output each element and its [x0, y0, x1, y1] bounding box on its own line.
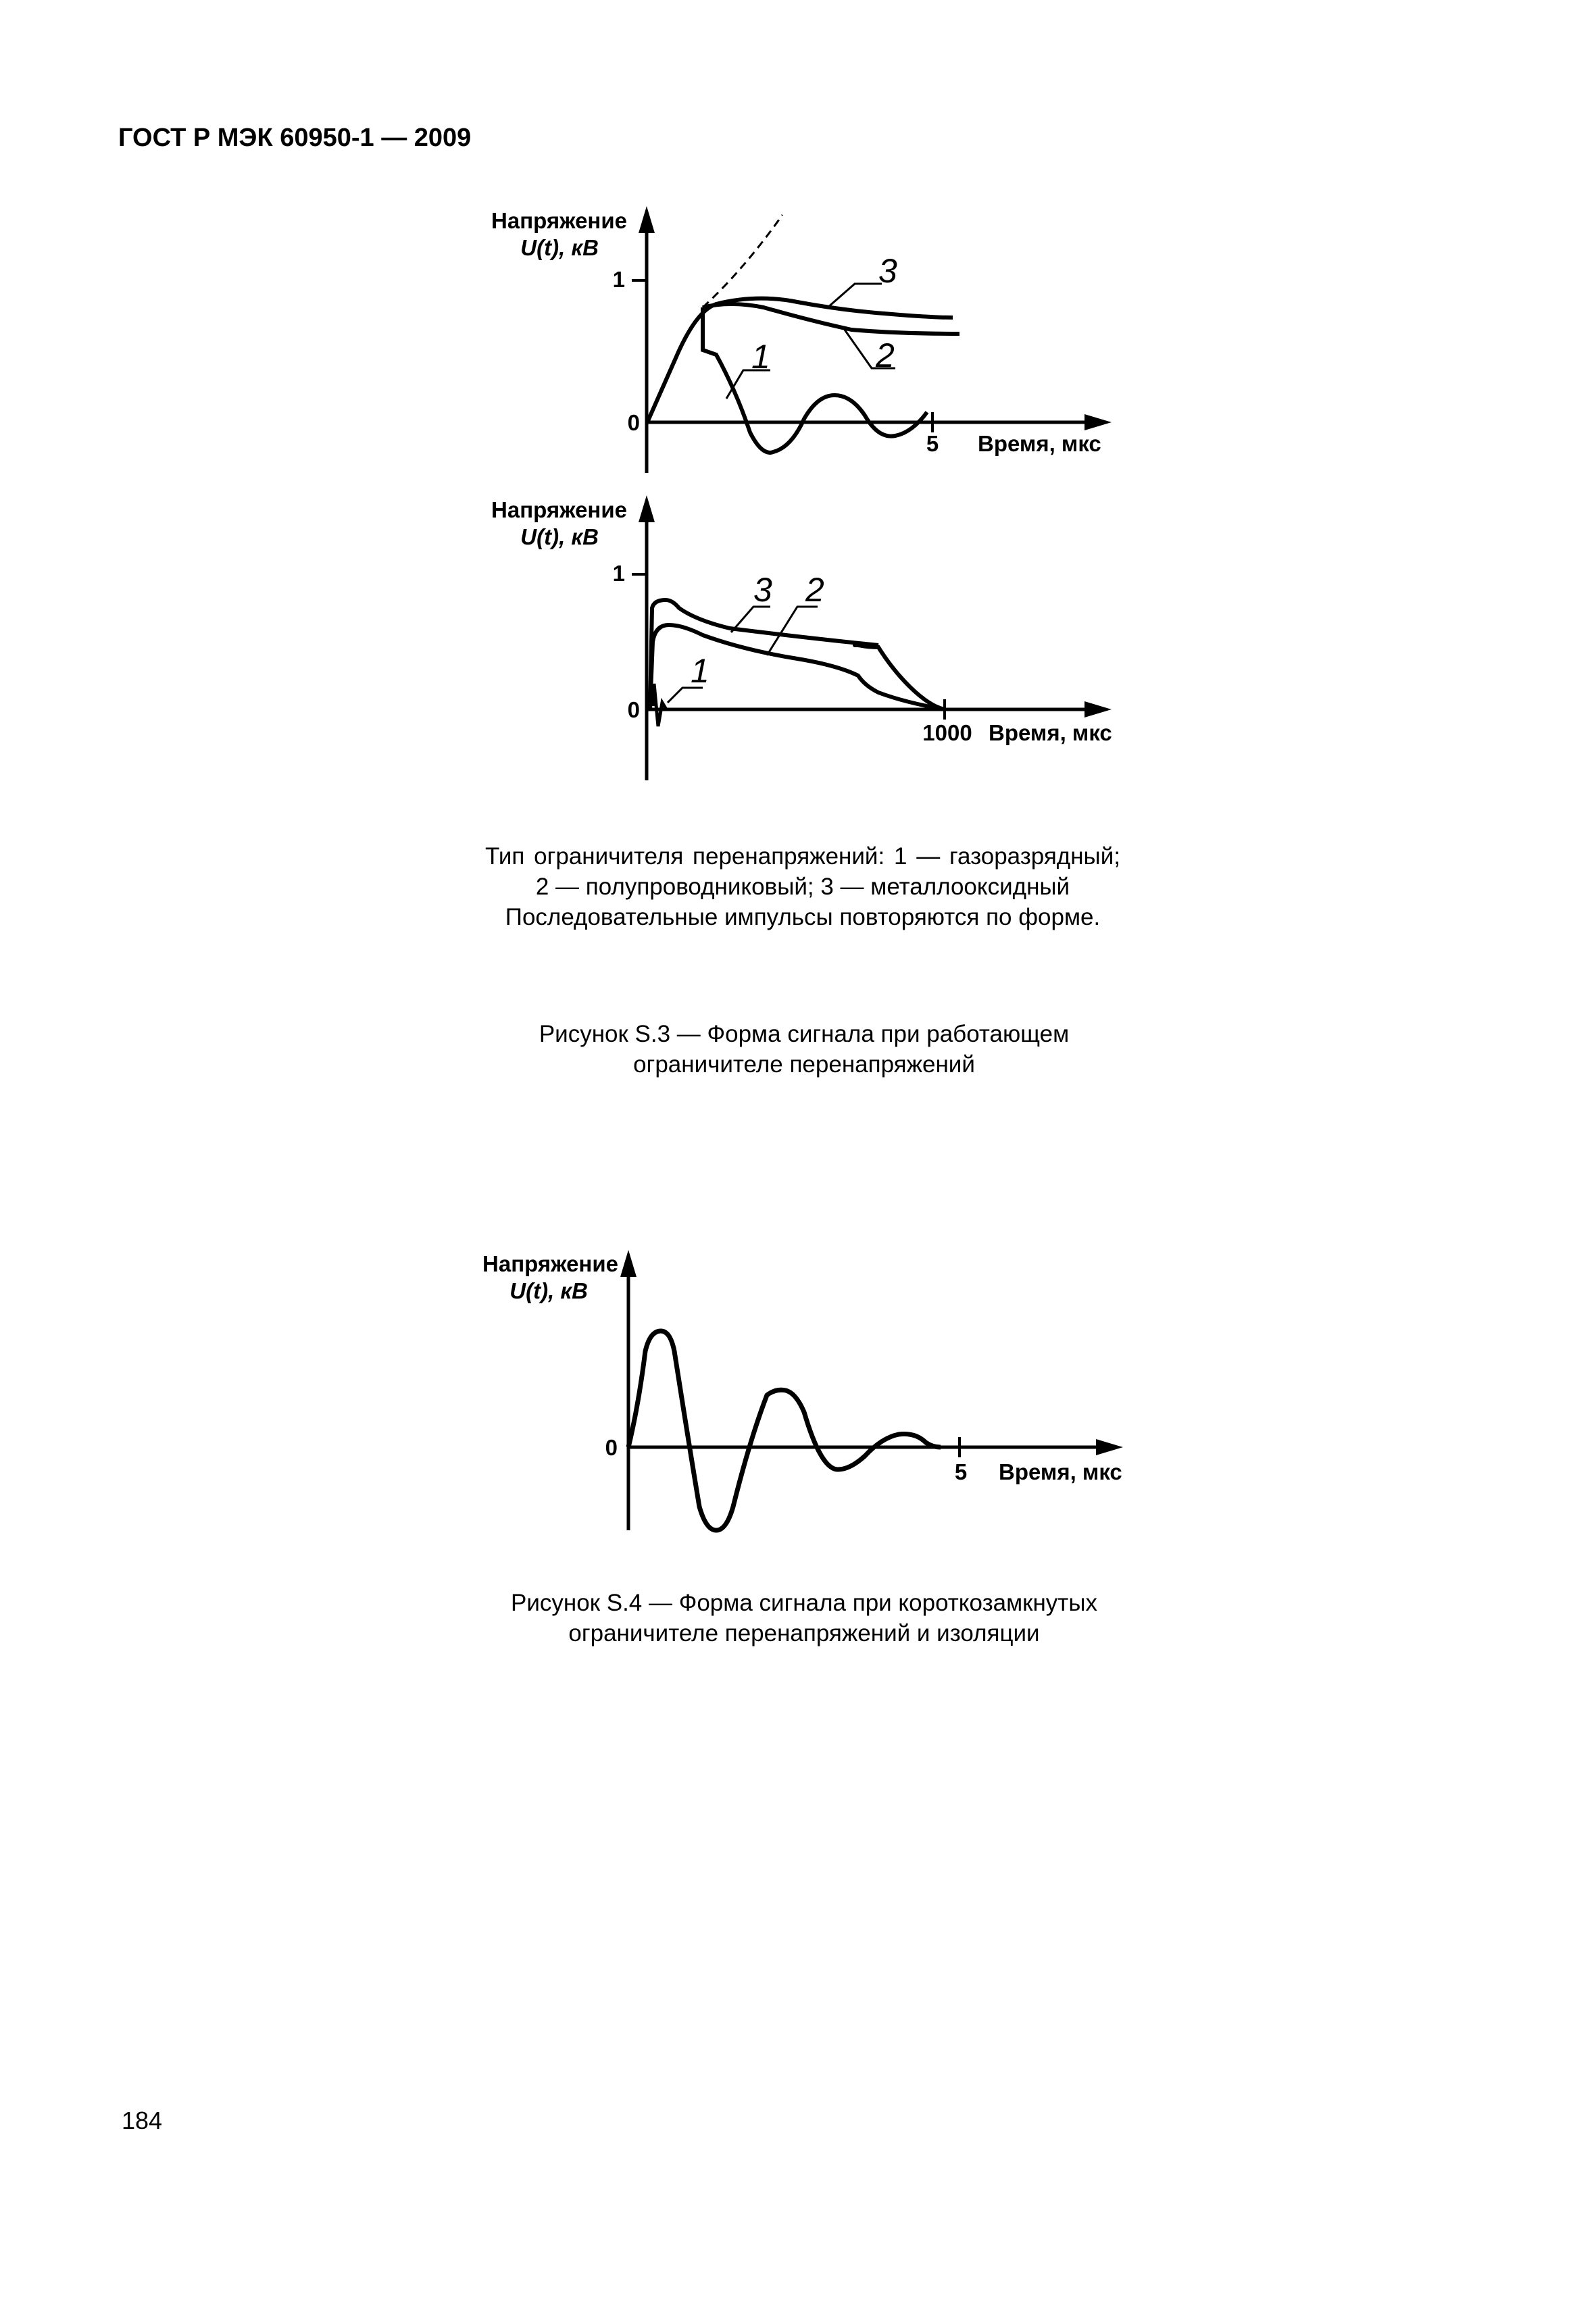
x-axis-title: Время, мкс — [989, 720, 1112, 745]
y-tick-label-0: 0 — [605, 1435, 618, 1460]
curve-label-3: 3 — [878, 252, 897, 290]
y-axis-title-line1: Напряжение — [491, 208, 627, 233]
x-tick-label-5: 5 — [926, 431, 939, 456]
curve-label-3: 3 — [753, 571, 772, 609]
legend-curve-types: Тип ограничителя перенапряжений: 1 — газоразрядный; 2 — полупроводниковый; 3 — металлооксидный — [485, 843, 1120, 900]
curve-label-1: 1 — [751, 338, 770, 376]
legend-note: Последовательные импульсы повторяются по форме. — [505, 904, 1101, 930]
y-tick-label-0: 0 — [627, 410, 640, 435]
curve-label-2: 2 — [805, 571, 824, 609]
damped-oscillation-curve — [628, 1331, 941, 1530]
figure-s3-caption: Рисунок S.3 — Форма сигнала при работающем ограничителе перенапряжений — [539, 1021, 1070, 1078]
y-axis-arrow — [620, 1250, 637, 1277]
figure-s4-caption: Рисунок S.4 — Форма сигнала при короткозамкнутых ограничителе перенапряжений и изоляции — [511, 1590, 1097, 1646]
y-axis-title-line2: U(t), кВ — [509, 1278, 588, 1303]
y-tick-label-1: 1 — [612, 561, 625, 586]
y-axis-title-line2: U(t), кВ — [520, 235, 599, 260]
page-number: 184 — [122, 2107, 163, 2134]
x-axis-title: Время, мкс — [978, 431, 1101, 456]
x-tick-label-1000: 1000 — [922, 720, 972, 745]
curve-label-2: 2 — [876, 336, 895, 374]
y-tick-label-0: 0 — [627, 697, 640, 722]
curve-label-1: 1 — [691, 652, 709, 690]
y-axis-title-line1: Напряжение — [491, 497, 627, 522]
x-tick-label-5: 5 — [954, 1459, 968, 1484]
y-tick-label-1: 1 — [612, 267, 625, 292]
document-header: ГОСТ Р МЭК 60950-1 — 2009 — [118, 124, 472, 152]
y-axis-title-line1: Напряжение — [482, 1251, 618, 1276]
x-axis-arrow — [1096, 1439, 1123, 1455]
x-axis-title: Время, мкс — [999, 1459, 1122, 1484]
y-axis-title-line2: U(t), кВ — [520, 524, 599, 549]
